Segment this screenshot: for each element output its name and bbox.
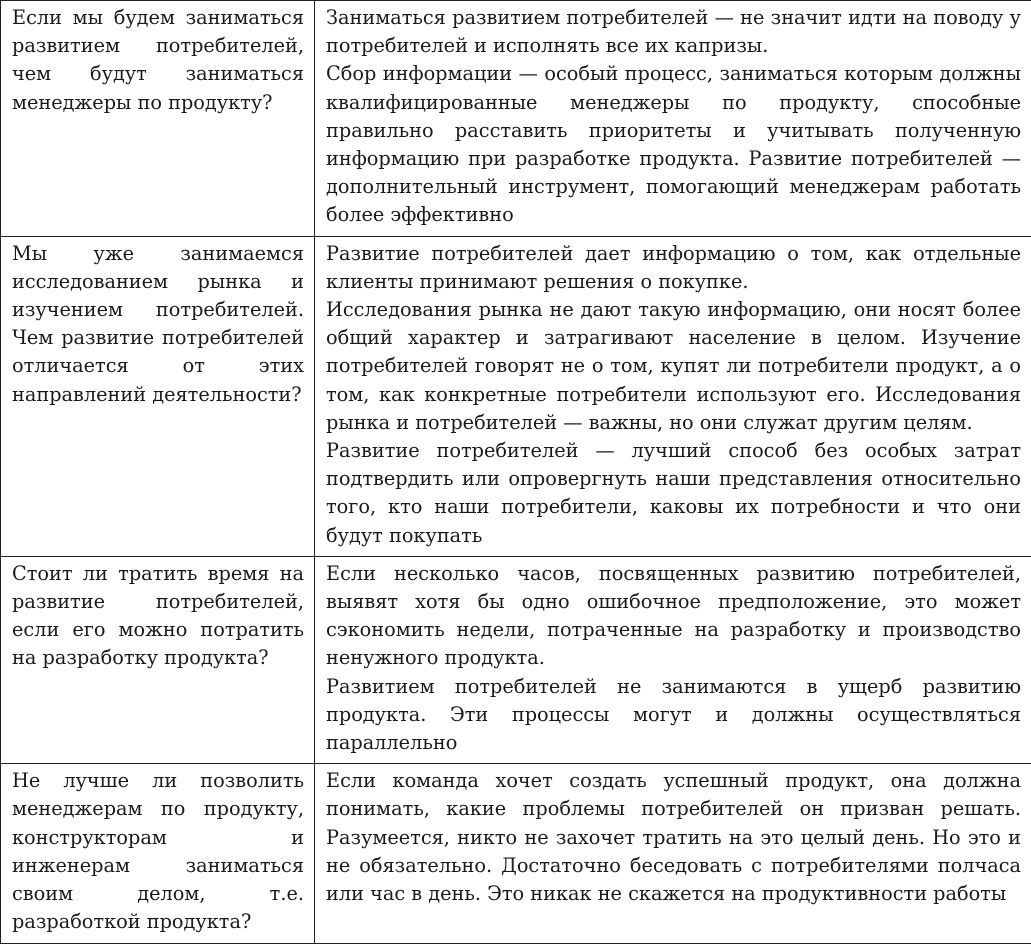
answer-cell [315, 1, 1031, 237]
table-row [1, 556, 1031, 763]
answer-cell [315, 764, 1031, 943]
question-cell [1, 556, 315, 763]
answer-paragraph: Если несколько часов, посвященных развитию потребителей, выявят хотя бы одно ошибочное предположение, это может сэкономить недели, потраченные на разработку и производство ненужного продукта. [326, 560, 1021, 673]
answer-paragraph: Развитием потребителей не занимаются в ущерб развитию продукта. Эти процессы могут и должны осуществляться параллельно [326, 673, 1021, 758]
question-text: Стоит ли тратить время на развитие потребителей, если его можно потратить на разработку продукта? [12, 560, 304, 673]
answer-cell [315, 236, 1031, 556]
question-text: Не лучше ли позволить менеджерам по продукту, конструкторам и инженерам заниматься своим делом, т.е. разработкой продукта? [12, 767, 304, 936]
question-text: Если мы будем заниматься развитием потребителей, чем будут заниматься менеджеры по продукту? [12, 4, 304, 117]
table-row [1, 764, 1031, 943]
answer-paragraph: Сбор информации — особый процесс, заниматься которым должны квалифицированные менеджеры по продукту, способные правильно расставить приоритеты и учитывать полученную информацию при разработке продукта. Развитие потребителей — дополнительный инструмент, помогающий менеджерам работать более эффективно [326, 60, 1021, 229]
answer-paragraph: Заниматься развитием потребителей — не значит идти на поводу у потребителей и исполнять все их капризы. [326, 4, 1021, 60]
question-cell [1, 236, 315, 556]
table-row [1, 1, 1031, 237]
question-cell [1, 764, 315, 943]
table-row [1, 236, 1031, 556]
answer-paragraph: Исследования рынка не дают такую информацию, они носят более общий характер и затрагивают население в целом. Изучение потребителей говорят не о том, купят ли потребители продукт, а о том, как конкретные потребители используют его. Исследования рынка и потребителей — важны, но они служат другим целям. [326, 296, 1021, 437]
question-cell [1, 1, 315, 237]
answer-cell [315, 556, 1031, 763]
answer-paragraph: Если команда хочет создать успешный продукт, она должна понимать, какие проблемы потребителей он призван решать. Разумеется, никто не захочет тратить на это целый день. Но это и не обязательно. Достаточно беседовать с потребителями полчаса или час в день. Это никак не скажется на продуктивности работы [326, 767, 1021, 908]
answer-paragraph: Развитие потребителей дает информацию о том, как отдельные клиенты принимают решения о покупке. [326, 240, 1021, 296]
question-text: Мы уже занимаемся исследованием рынка и изучением потребителей. Чем развитие потребителей отличается от этих направлений деятельности? [12, 240, 304, 409]
answer-paragraph: Развитие потребителей — лучший способ без особых затрат подтвердить или опровергнуть наши представления относительно того, кто наши потребители, каковы их потребности и что они будут покупать [326, 437, 1021, 550]
